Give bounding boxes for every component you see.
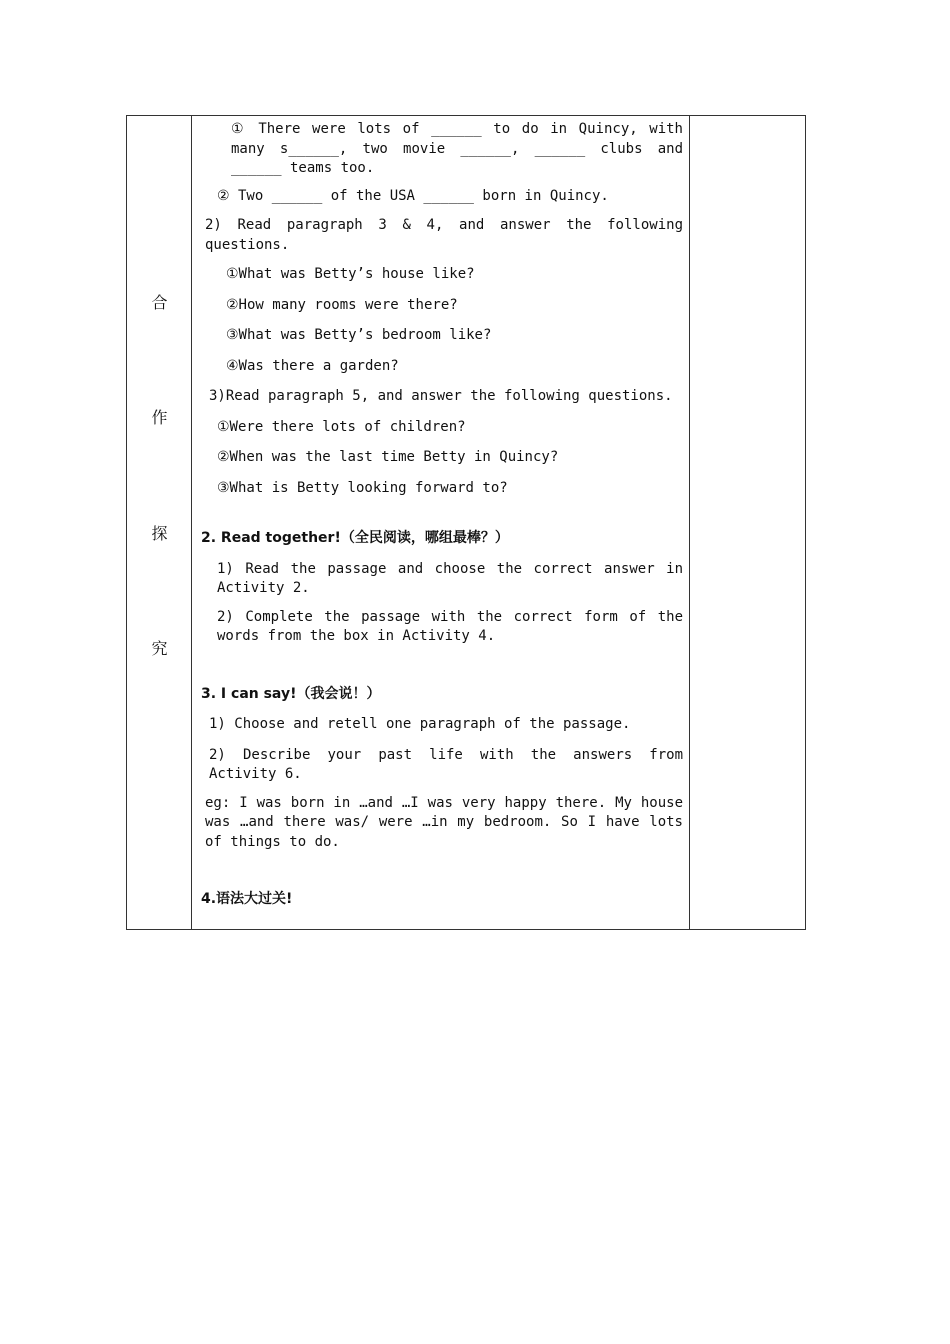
side-label-char: 作 xyxy=(151,408,168,427)
list-item: ①Were there lots of children? xyxy=(217,418,466,435)
side-label-char: 合 xyxy=(151,293,168,312)
list-item: ③What is Betty looking forward to? xyxy=(217,479,508,496)
question-fill-blank-1: ① There were lots of ______ to do in Quincy, with many s______, two movie ______, ______ clubs and ______ teams too. xyxy=(231,121,683,176)
question-fill-blank-2: ② Two ______ of the USA ______ born in Quincy. xyxy=(217,187,609,204)
list-item: 2) Complete the passage with the correct form of the words from the box in Activity 4. xyxy=(217,608,683,644)
list-item: ②How many rooms were there? xyxy=(226,296,458,313)
section-heading-read-together: 2. Read together!（全民阅读，哪组最棒？） xyxy=(201,530,509,546)
list-item: ①What was Betty’s house like? xyxy=(226,266,475,282)
side-label-char: 究 xyxy=(151,639,168,658)
side-label-column xyxy=(127,116,192,929)
list-item: 1) Read the passage and choose the correct answer in Activity 2. xyxy=(217,560,683,596)
worksheet-table xyxy=(126,115,806,930)
list-item: ④Was there a garden? xyxy=(226,357,399,374)
instruction-read-3: 3)Read paragraph 5, and answer the following questions. xyxy=(209,388,673,404)
section-heading-i-can-say: 3. I can say!（我会说！） xyxy=(201,685,381,702)
side-label-char: 探 xyxy=(151,524,168,543)
list-item: ③What was Betty’s bedroom like? xyxy=(226,327,492,343)
list-item: 1) Choose and retell one paragraph of the passage. xyxy=(209,716,631,732)
section-heading-grammar: 4.语法大过关! xyxy=(201,891,293,907)
instruction-read-2: 2) Read paragraph 3 & 4, and answer the following questions. xyxy=(205,217,683,253)
list-item: 2) Describe your past life with the answers from Activity 6. xyxy=(209,746,683,782)
notes-column xyxy=(689,116,805,929)
list-item: ②When was the last time Betty in Quincy? xyxy=(217,449,559,465)
example-text: eg: I was born in …and …I was very happy there. My house was …and there was/ were …in my bedroom. So I have lots of things to do. xyxy=(205,794,683,850)
content-cell xyxy=(201,120,683,910)
